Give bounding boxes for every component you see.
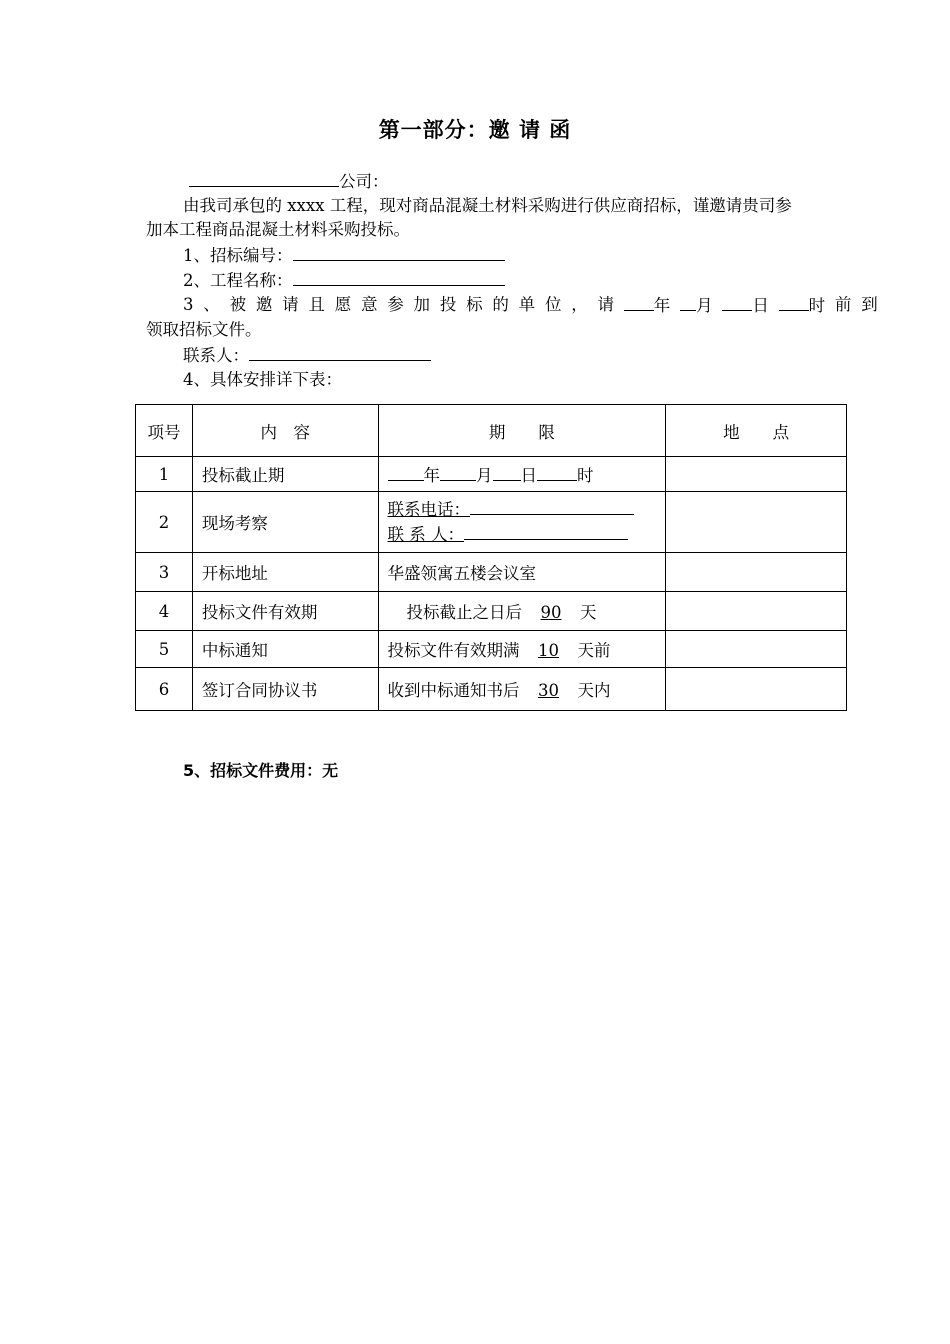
row-location <box>666 553 847 592</box>
row-location <box>666 492 847 553</box>
page-title: 第一部分：邀 请 函 <box>378 118 572 142</box>
item-3-char: 加 <box>413 295 431 314</box>
term-day: 日 <box>520 466 538 485</box>
term-month: 月 <box>476 466 493 485</box>
item-3-char: 到 <box>861 295 878 314</box>
term-year: 年 <box>423 466 441 485</box>
company-blank <box>189 169 339 187</box>
intro-line-1: 由我司承包的 xxxx 工程，现对商品混凝土材料采购进行供应商招标，谨邀请贵司参 <box>183 196 792 215</box>
item-3-char: 3 <box>183 295 194 314</box>
contact-blank <box>249 343 431 361</box>
schedule-table <box>135 404 847 711</box>
row-no: 2 <box>136 492 193 553</box>
item-3-char: 、 <box>203 295 220 314</box>
day-blank <box>722 293 752 311</box>
item-3-char: 投 <box>439 295 457 314</box>
table-row <box>136 492 847 553</box>
contact-person-label: 联 系 人： <box>387 525 465 544</box>
year-blank <box>624 293 654 311</box>
item-3-char: 参 <box>387 295 404 314</box>
contact-label: 联系人： <box>183 346 249 365</box>
item-3-char: 标 <box>466 295 483 314</box>
item-3-char: 且 <box>308 295 325 314</box>
item-3-char: ， <box>571 295 588 314</box>
item-3-line-2: 领取招标文件。 <box>146 320 262 339</box>
item-1-line <box>183 243 505 268</box>
table-row <box>136 631 847 668</box>
header-no: 项号 <box>136 405 193 457</box>
row-location <box>666 631 847 668</box>
contract-days: 30 <box>538 681 560 700</box>
table-row <box>136 592 847 631</box>
hour-blank <box>779 293 809 311</box>
item-1-label: 1、招标编号： <box>183 246 293 265</box>
row-location <box>666 457 847 492</box>
item-2-line <box>183 268 505 293</box>
item-4-line: 4、具体安排详下表： <box>183 370 342 389</box>
table-row <box>136 457 847 492</box>
validity-days: 90 <box>540 603 562 622</box>
row-term <box>378 492 666 553</box>
item-3-char: 的 <box>492 295 509 314</box>
day-label: 日 <box>752 296 769 315</box>
contact-phone-label: 联系电话： <box>387 500 471 519</box>
fee-line: 5、招标文件费用：无 <box>183 761 339 780</box>
item-3-char: 单 <box>518 295 536 314</box>
header-content: 内 容 <box>192 405 378 457</box>
year-label: 年 <box>653 296 671 315</box>
row-term: 投标文件有效期满 10 天前 <box>378 631 666 668</box>
row-content: 签订合同协议书 <box>192 668 378 711</box>
row-content: 现场考察 <box>192 492 378 553</box>
row-no: 5 <box>136 631 193 668</box>
item-3-char: 被 <box>229 295 247 314</box>
row-content: 投标文件有效期 <box>192 592 378 631</box>
row-no: 1 <box>136 457 193 492</box>
contact-line <box>183 343 431 368</box>
intro-line-2: 加本工程商品混凝土材料采购投标。 <box>146 220 410 239</box>
addressee-line <box>189 169 389 194</box>
row-content: 中标通知 <box>192 631 378 668</box>
item-3-char: 请 <box>597 295 614 314</box>
header-location: 地 点 <box>666 405 847 457</box>
table-row <box>136 553 847 592</box>
row-no: 3 <box>136 553 193 592</box>
row-content: 开标地址 <box>192 553 378 592</box>
row-no: 4 <box>136 592 193 631</box>
row-term: 收到中标通知书后 30 天内 <box>378 668 666 711</box>
row-term <box>378 457 666 492</box>
item-3-char: 位 <box>544 295 562 314</box>
item-3-char: 意 <box>360 295 378 314</box>
row-location <box>666 668 847 711</box>
item-3-char: 邀 <box>255 295 273 314</box>
row-no: 6 <box>136 668 193 711</box>
addressee-suffix: 公司： <box>339 172 389 191</box>
row-term: 投标截止之日后 90 天 <box>378 592 666 631</box>
table-header-row <box>136 405 847 457</box>
item-3-char: 请 <box>282 295 299 314</box>
term-hour: 时 <box>577 466 594 485</box>
hour-label: 时 <box>808 296 826 315</box>
project-name-blank <box>293 268 505 286</box>
row-term: 华盛领寓五楼会议室 <box>378 553 666 592</box>
month-blank <box>680 293 696 311</box>
month-label: 月 <box>696 296 713 315</box>
notice-days: 10 <box>538 641 560 660</box>
bid-number-blank <box>293 243 505 261</box>
item-2-label: 2、工程名称： <box>183 271 293 290</box>
row-content: 投标截止期 <box>192 457 378 492</box>
item-3-line <box>183 293 878 318</box>
row-location <box>666 592 847 631</box>
item-3-char: 愿 <box>334 295 352 314</box>
item-3-char: 前 <box>834 295 852 314</box>
table-row <box>136 668 847 711</box>
header-term: 期 限 <box>378 405 666 457</box>
